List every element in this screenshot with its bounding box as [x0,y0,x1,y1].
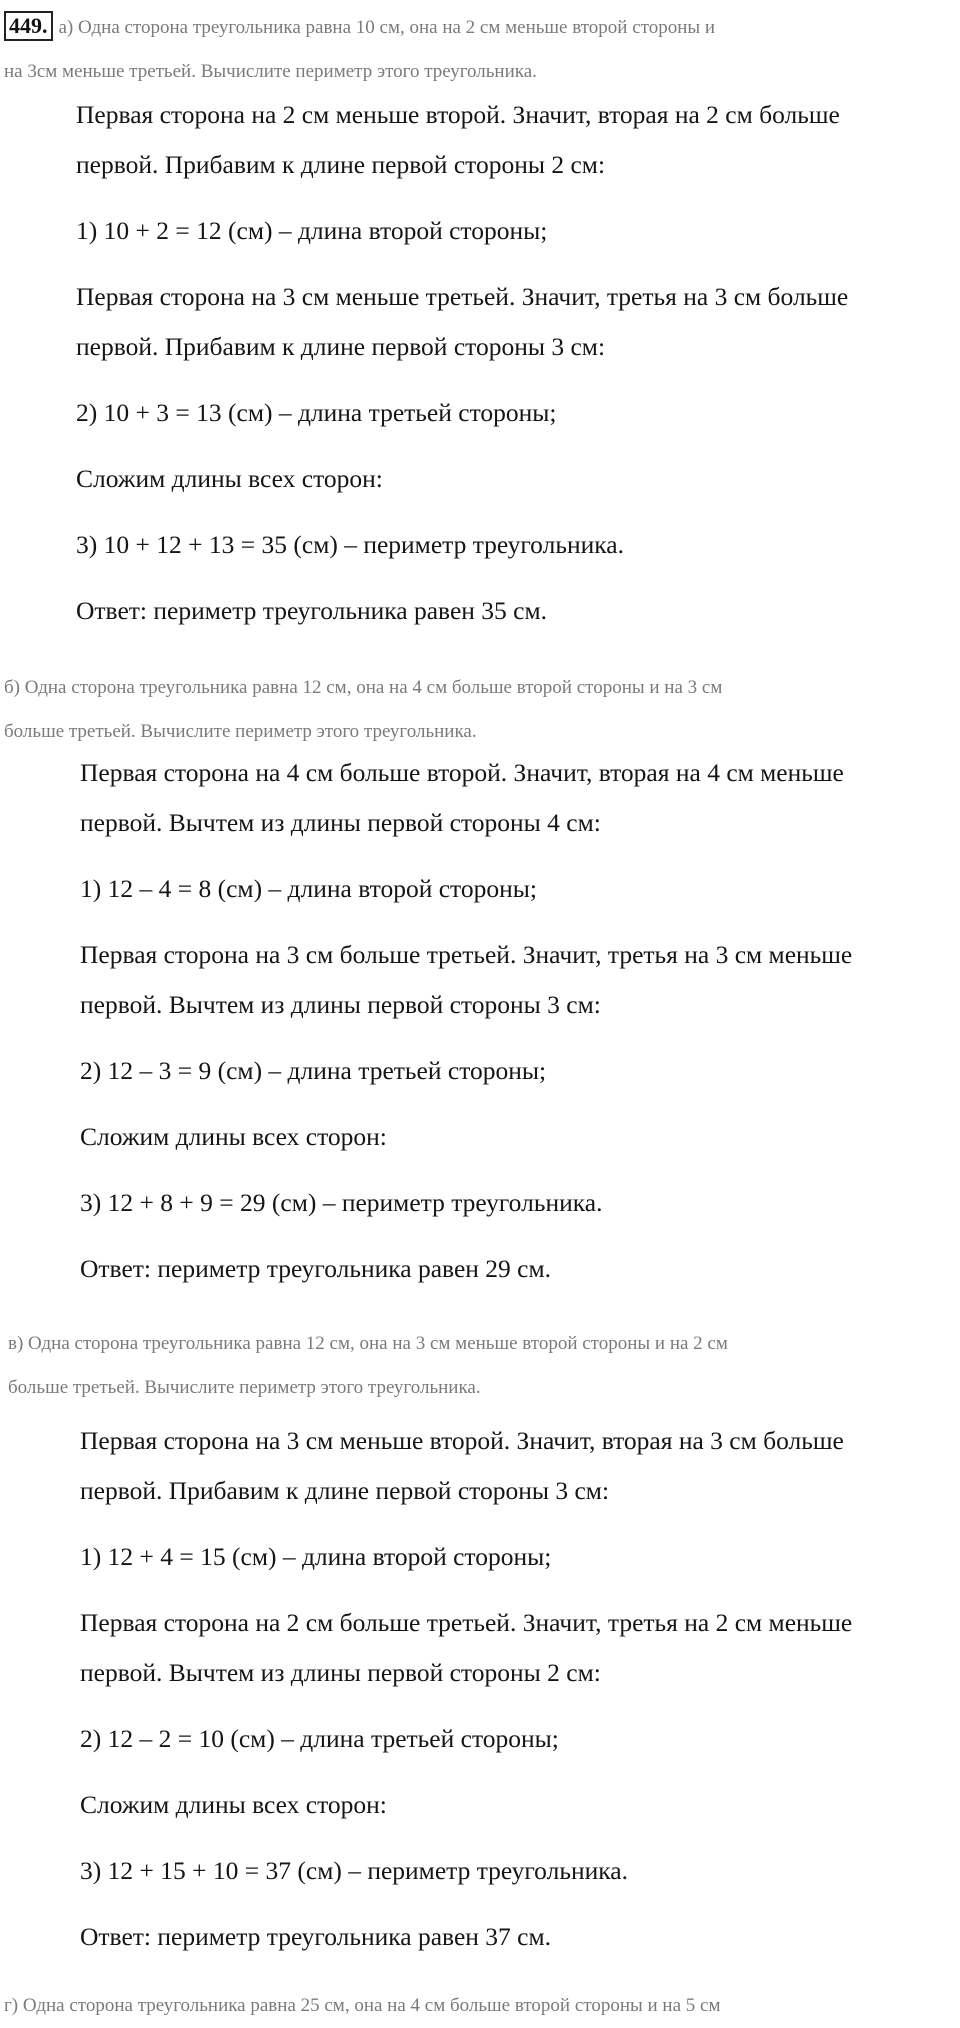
solution-line: 3) 10 + 12 + 13 = 35 (см) – периметр треугольника. [76,530,624,559]
solution-line: 1) 12 + 4 = 15 (см) – длина второй стороны; [80,1542,552,1571]
task-b [4,666,722,754]
solution-line: первой. Прибавим к длине первой стороны 2 см: [76,150,606,179]
solution-line: Первая сторона на 3 см больше третьей. Значит, третья на 3 см меньше [80,940,853,969]
answer-line: Ответ: периметр треугольника равен 29 см. [80,1254,551,1283]
solution-line: 2) 12 – 3 = 9 (см) – длина третьей стороны; [80,1056,547,1085]
task-line: больше третьей. Вычислите периметр этого треугольника. [8,1377,481,1398]
solution-line: первой. Вычтем из длины первой стороны 2 см: [80,1658,601,1687]
solution-line: Первая сторона на 2 см больше третьей. Значит, третья на 2 см меньше [80,1608,853,1637]
solution-line: Первая сторона на 3 см меньше третьей. Значит, третья на 3 см больше [76,282,849,311]
solution-line: 3) 12 + 8 + 9 = 29 (см) – периметр треугольника. [80,1188,603,1217]
task-line: на 3см меньше третьей. Вычислите периметр этого треугольника. [4,61,537,82]
solution-line: Первая сторона на 4 см больше второй. Значит, вторая на 4 см меньше [80,758,844,787]
solution-line: первой. Прибавим к длине первой стороны 3 см: [76,332,606,361]
task-line: б) Одна сторона треугольника равна 12 см, она на 4 см больше второй стороны и на 3 см [4,677,723,698]
solution-line: 2) 12 – 2 = 10 (см) – длина третьей стороны; [80,1724,559,1753]
task-line: больше третьей. Вычислите периметр этого треугольника. [4,721,477,742]
solution-line: Первая сторона на 3 см меньше второй. Значит, вторая на 3 см больше [80,1426,844,1455]
task-a [4,6,715,94]
solution-line: первой. Вычтем из длины первой стороны 3 см: [80,990,601,1019]
solution-line: Сложим длины всех сторон: [80,1122,387,1151]
answer-line: Ответ: периметр треугольника равен 37 см. [80,1922,551,1951]
solution-line: Сложим длины всех сторон: [80,1790,387,1819]
solution-line: первой. Прибавим к длине первой стороны 3 см: [80,1476,610,1505]
solution-line: 2) 10 + 3 = 13 (см) – длина третьей стороны; [76,398,557,427]
task-v [8,1322,728,1410]
task-g [4,1984,720,2028]
solution-line: первой. Вычтем из длины первой стороны 4 см: [80,808,601,837]
answer-line: Ответ: периметр треугольника равен 35 см. [76,596,547,625]
solution-line: 3) 12 + 15 + 10 = 37 (см) – периметр треугольника. [80,1856,628,1885]
task-line: в) Одна сторона треугольника равна 12 см, она на 3 см меньше второй стороны и на 2 см [8,1333,728,1354]
solution-line: Первая сторона на 2 см меньше второй. Значит, вторая на 2 см больше [76,100,840,129]
task-line: 449. а) Одна сторона треугольника равна 10 см, она на 2 см меньше второй стороны и [4,6,715,50]
problem-number: 449. [4,11,53,41]
task-line: г) Одна сторона треугольника равна 25 см, она на 4 см больше второй стороны и на 5 см [4,1995,721,2016]
solution-line: 1) 12 – 4 = 8 (см) – длина второй стороны; [80,874,537,903]
solution-line: Сложим длины всех сторон: [76,464,383,493]
solution-line: 1) 10 + 2 = 12 (см) – длина второй стороны; [76,216,548,245]
